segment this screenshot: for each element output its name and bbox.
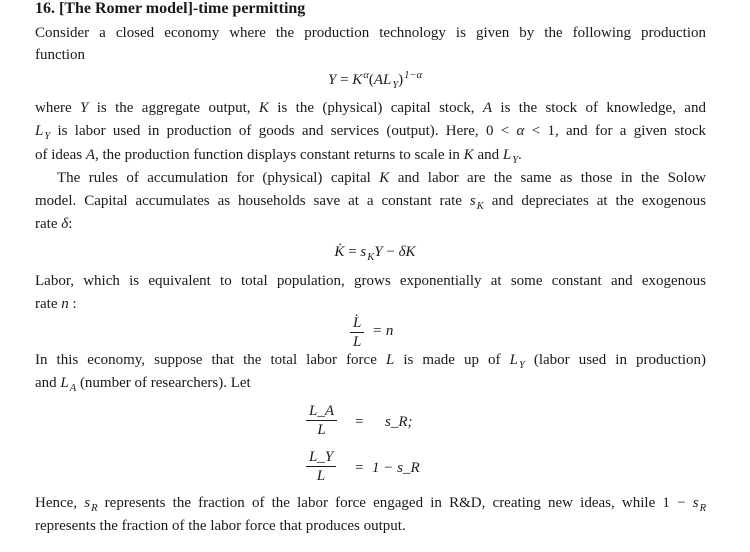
text-run: is labor used in production of goods and services (output). Here, 0 <: [50, 123, 517, 139]
text-line: [35, 517, 406, 535]
math-symbol: K: [463, 147, 474, 163]
math-symbol: α: [363, 70, 369, 81]
text-run: Labor, which is equivalent to total population, grows exponentially at some constant and exogenous: [35, 273, 706, 289]
math-symbol: K: [352, 72, 363, 88]
text-line: [35, 146, 522, 164]
math-symbol: Y: [44, 131, 51, 142]
text-run: =: [344, 244, 361, 260]
math-symbol: R: [91, 503, 98, 514]
problem-title: [35, 0, 305, 18]
denominator: L: [316, 468, 326, 484]
math-symbol: s: [692, 495, 699, 511]
math-symbol: s: [360, 244, 367, 260]
text-run: 16. [The Romer model]-time permitting: [35, 0, 306, 17]
share-la-rhs: s_R;: [385, 414, 413, 430]
math-symbol: s: [469, 193, 476, 209]
text-line: [35, 215, 72, 233]
math-symbol: L: [502, 147, 512, 163]
labor-growth-rhs: [372, 322, 393, 340]
math-symbol: AL: [373, 72, 392, 88]
text-line: [35, 99, 706, 117]
text-run: .: [518, 147, 522, 163]
text-line: [57, 169, 706, 187]
text-run: is the stock of knowledge, and: [492, 100, 706, 116]
text-run: of ideas: [35, 147, 86, 163]
text-line: [35, 192, 706, 210]
text-run: where: [35, 100, 81, 116]
math-symbol: α: [516, 123, 525, 139]
math-symbol: L: [60, 375, 69, 391]
text-run: (labor used in production): [524, 352, 706, 368]
rhs: = n: [372, 323, 394, 339]
text-run: (number of researchers). Let: [76, 375, 251, 391]
text-run: (: [368, 72, 374, 88]
text-run: =: [336, 72, 353, 88]
equals: =: [355, 414, 364, 430]
text-run: ): [398, 72, 404, 88]
numerator: L_A: [306, 402, 337, 421]
text-line: [35, 374, 251, 392]
math-symbol: L: [509, 352, 518, 368]
text-run: represents the fraction of the labor force engaged in R&D, creating new ideas, while 1 −: [97, 495, 693, 511]
numerator: L_Y: [306, 448, 336, 467]
math-symbol: K: [258, 100, 269, 116]
math-symbol: A: [482, 100, 493, 116]
share-ly-rhs: 1 − s_R: [372, 460, 420, 476]
math-symbol: Y: [518, 360, 525, 371]
equals: =: [355, 460, 364, 476]
text-run: represents the fraction of the labor force that produces output.: [35, 518, 406, 534]
text-line: [35, 351, 706, 369]
math-symbol: δK: [398, 244, 416, 260]
text-line: [35, 122, 706, 140]
text-run: rate: [35, 296, 62, 312]
text-run: and: [473, 147, 503, 163]
math-symbol: A: [85, 147, 95, 163]
text-run: The rules of accumulation for (physical) capital: [57, 170, 380, 186]
math-symbol: 1−α: [404, 70, 423, 81]
math-symbol: Y: [374, 244, 383, 260]
text-run: −: [382, 244, 399, 260]
math-symbol: Y: [327, 72, 337, 88]
math-symbol: A: [69, 383, 77, 394]
text-run: < 1, and for a given stock: [524, 123, 706, 139]
denominator: L: [353, 334, 362, 350]
math-symbol: δ: [61, 216, 69, 232]
text-line: [0, 243, 750, 261]
text-run: and depreciates at the exogenous: [483, 193, 706, 209]
math-symbol: L: [385, 352, 395, 368]
math-symbol: Y: [512, 155, 519, 166]
math-symbol: L: [35, 123, 44, 139]
text-run: :: [68, 216, 73, 232]
math-symbol: Y: [80, 100, 89, 116]
math-symbol: K: [379, 170, 390, 186]
labor-growth-fraction: [350, 314, 364, 351]
text-run: Hence,: [35, 495, 85, 511]
text-line: [35, 295, 77, 313]
share-ly-fraction: [306, 448, 336, 485]
math-symbol: n: [61, 296, 69, 312]
math-symbol: s: [84, 495, 91, 511]
math-symbol: R: [699, 503, 706, 514]
text-run: and: [35, 375, 61, 391]
text-run: is the aggregate output,: [88, 100, 259, 116]
text-run: Consider a closed economy where the production technology is given by the following production: [35, 25, 706, 41]
text-run: , the production function displays constant returns to scale in: [95, 147, 464, 163]
denominator: L: [317, 422, 326, 438]
text-line: [35, 494, 706, 512]
text-run: function: [35, 47, 85, 63]
text-run: In this economy, suppose that the total labor force: [35, 352, 386, 368]
text-line: [0, 71, 750, 89]
math-symbol: K: [367, 252, 375, 263]
math-symbol: K̇: [334, 244, 345, 260]
math-symbol: Y: [392, 80, 399, 91]
text-run: :: [68, 296, 77, 312]
text-run: is the (physical) capital stock,: [268, 100, 483, 116]
text-run: rate: [35, 216, 62, 232]
share-la-fraction: [306, 402, 337, 439]
text-line: [35, 272, 706, 290]
text-line: [35, 24, 706, 42]
numerator: L̇: [350, 314, 364, 333]
text-line: [35, 46, 85, 64]
text-run: is made up of: [394, 352, 510, 368]
text-run: model. Capital accumulates as households save at a constant rate: [35, 193, 470, 209]
text-run: and labor are the same as those in the Solow: [389, 170, 707, 186]
math-symbol: K: [476, 201, 484, 212]
